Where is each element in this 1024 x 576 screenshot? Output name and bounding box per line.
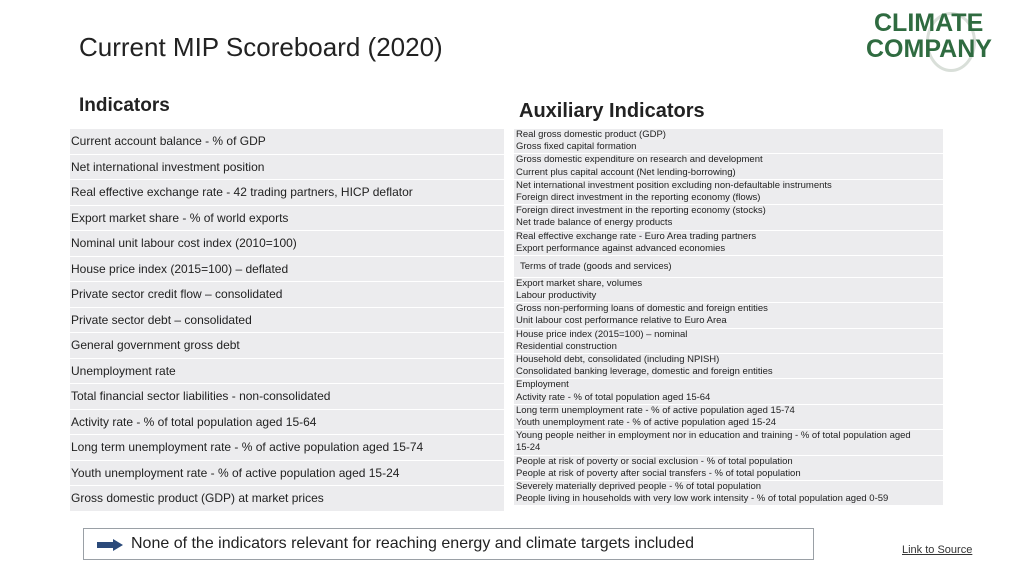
- auxiliary-indicator-item: Export market share, volumes: [516, 277, 643, 289]
- indicator-row: Activity rate - % of total population aged 15-64: [70, 410, 504, 436]
- auxiliary-indicator-item: Severely materially deprived people - % of total population: [516, 480, 762, 492]
- arrow-right-icon: [97, 539, 123, 551]
- indicator-row: Gross domestic product (GDP) at market prices: [70, 486, 504, 512]
- indicator-row: Private sector credit flow – consolidated: [70, 282, 504, 308]
- auxiliary-indicator-group: [514, 329, 943, 354]
- auxiliary-indicator-group: [514, 205, 943, 230]
- indicator-row: Real effective exchange rate - 42 trading partners, HICP deflator: [70, 180, 504, 206]
- auxiliary-indicator-group: [514, 430, 943, 455]
- logo-line-1: CLIMATE: [874, 9, 984, 37]
- auxiliary-indicator-item: Real effective exchange rate - Euro Area trading partners: [516, 230, 757, 242]
- auxiliary-indicators-heading: Auxiliary Indicators: [519, 100, 705, 122]
- indicator-row: Unemployment rate: [70, 359, 504, 385]
- auxiliary-indicator-item: Residential construction: [516, 340, 617, 352]
- indicator-row: Long term unemployment rate - % of active population aged 15-74: [70, 435, 504, 461]
- indicator-row: Current account balance - % of GDP: [70, 129, 504, 155]
- auxiliary-indicator-item: Youth unemployment rate - % of active population aged 15-24: [516, 416, 777, 428]
- auxiliary-indicator-item: People at risk of poverty after social transfers - % of total population: [516, 467, 801, 479]
- auxiliary-indicator-item: Net international investment position excluding non-defaultable instruments: [516, 179, 832, 191]
- indicator-row: Net international investment position: [70, 155, 504, 181]
- note-box: [83, 528, 814, 560]
- auxiliary-indicators-list: [514, 129, 943, 506]
- auxiliary-indicator-item: Gross fixed capital formation: [516, 141, 637, 153]
- indicator-row: General government gross debt: [70, 333, 504, 359]
- auxiliary-indicator-group: [514, 405, 943, 430]
- note-text: None of the indicators relevant for reaching energy and climate targets included: [131, 535, 694, 552]
- auxiliary-indicator-item: Terms of trade (goods and services): [520, 260, 672, 272]
- auxiliary-indicator-item: Employment: [516, 379, 569, 391]
- auxiliary-indicator-item: People at risk of poverty or social exclusion - % of total population: [516, 455, 793, 467]
- indicators-list: [70, 129, 504, 512]
- auxiliary-indicator-item: Household debt, consolidated (including NPISH): [516, 354, 720, 365]
- auxiliary-indicator-group: [514, 129, 943, 154]
- auxiliary-indicator-item: Consolidated banking leverage, domestic and foreign entities: [516, 366, 773, 378]
- indicator-row: Export market share - % of world exports: [70, 206, 504, 232]
- indicator-row: Nominal unit labour cost index (2010=100): [70, 231, 504, 257]
- indicator-row: Youth unemployment rate - % of active population aged 15-24: [70, 461, 504, 487]
- auxiliary-indicator-group: [514, 154, 943, 179]
- auxiliary-indicator-item: Long term unemployment rate - % of active population aged 15-74: [516, 404, 795, 416]
- indicators-heading: Indicators: [79, 95, 170, 116]
- auxiliary-indicator-group: [514, 278, 943, 303]
- auxiliary-indicator-item: Foreign direct investment in the reporting economy (flows): [516, 191, 761, 203]
- auxiliary-indicator-group: [514, 256, 943, 278]
- auxiliary-indicator-item: Gross non-performing loans of domestic and foreign entities: [516, 303, 768, 315]
- auxiliary-indicator-group: [514, 303, 943, 328]
- indicator-row: Private sector debt – consolidated: [70, 308, 504, 334]
- indicator-row: Total financial sector liabilities - non-consolidated: [70, 384, 504, 410]
- auxiliary-indicator-group: [514, 354, 943, 379]
- auxiliary-indicator-item: Foreign direct investment in the reporting economy (stocks): [516, 205, 766, 217]
- auxiliary-indicator-item: Export performance against advanced economies: [516, 242, 726, 254]
- auxiliary-indicator-item: Unit labour cost performance relative to Euro Area: [516, 315, 727, 327]
- page-title: Current MIP Scoreboard (2020): [79, 32, 443, 62]
- logo-line-2: COMPANY: [866, 35, 992, 63]
- auxiliary-indicator-item: Current plus capital account (Net lending-borrowing): [516, 166, 736, 178]
- auxiliary-indicator-item: People living in households with very low work intensity - % of total population aged 0-59: [516, 493, 889, 505]
- auxiliary-indicator-item: Gross domestic expenditure on research and development: [516, 154, 763, 166]
- auxiliary-indicator-item: 15-24: [516, 442, 541, 454]
- auxiliary-indicator-group: [514, 180, 943, 205]
- indicator-row: House price index (2015=100) – deflated: [70, 257, 504, 283]
- auxiliary-indicator-group: [514, 456, 943, 481]
- auxiliary-indicator-item: House price index (2015=100) – nominal: [516, 328, 688, 340]
- auxiliary-indicator-group: [514, 481, 943, 506]
- auxiliary-indicator-item: Net trade balance of energy products: [516, 217, 673, 229]
- source-link[interactable]: Link to Source: [902, 544, 973, 556]
- auxiliary-indicator-item: Activity rate - % of total population aged 15-64: [516, 391, 711, 403]
- auxiliary-indicator-item: Young people neither in employment nor in education and training - % of total population aged: [516, 430, 911, 442]
- auxiliary-indicator-group: [514, 379, 943, 404]
- auxiliary-indicator-item: Real gross domestic product (GDP): [516, 129, 666, 140]
- climate-company-logo: [866, 8, 1016, 68]
- auxiliary-indicator-item: Labour productivity: [516, 290, 597, 302]
- auxiliary-indicator-group: [514, 231, 943, 256]
